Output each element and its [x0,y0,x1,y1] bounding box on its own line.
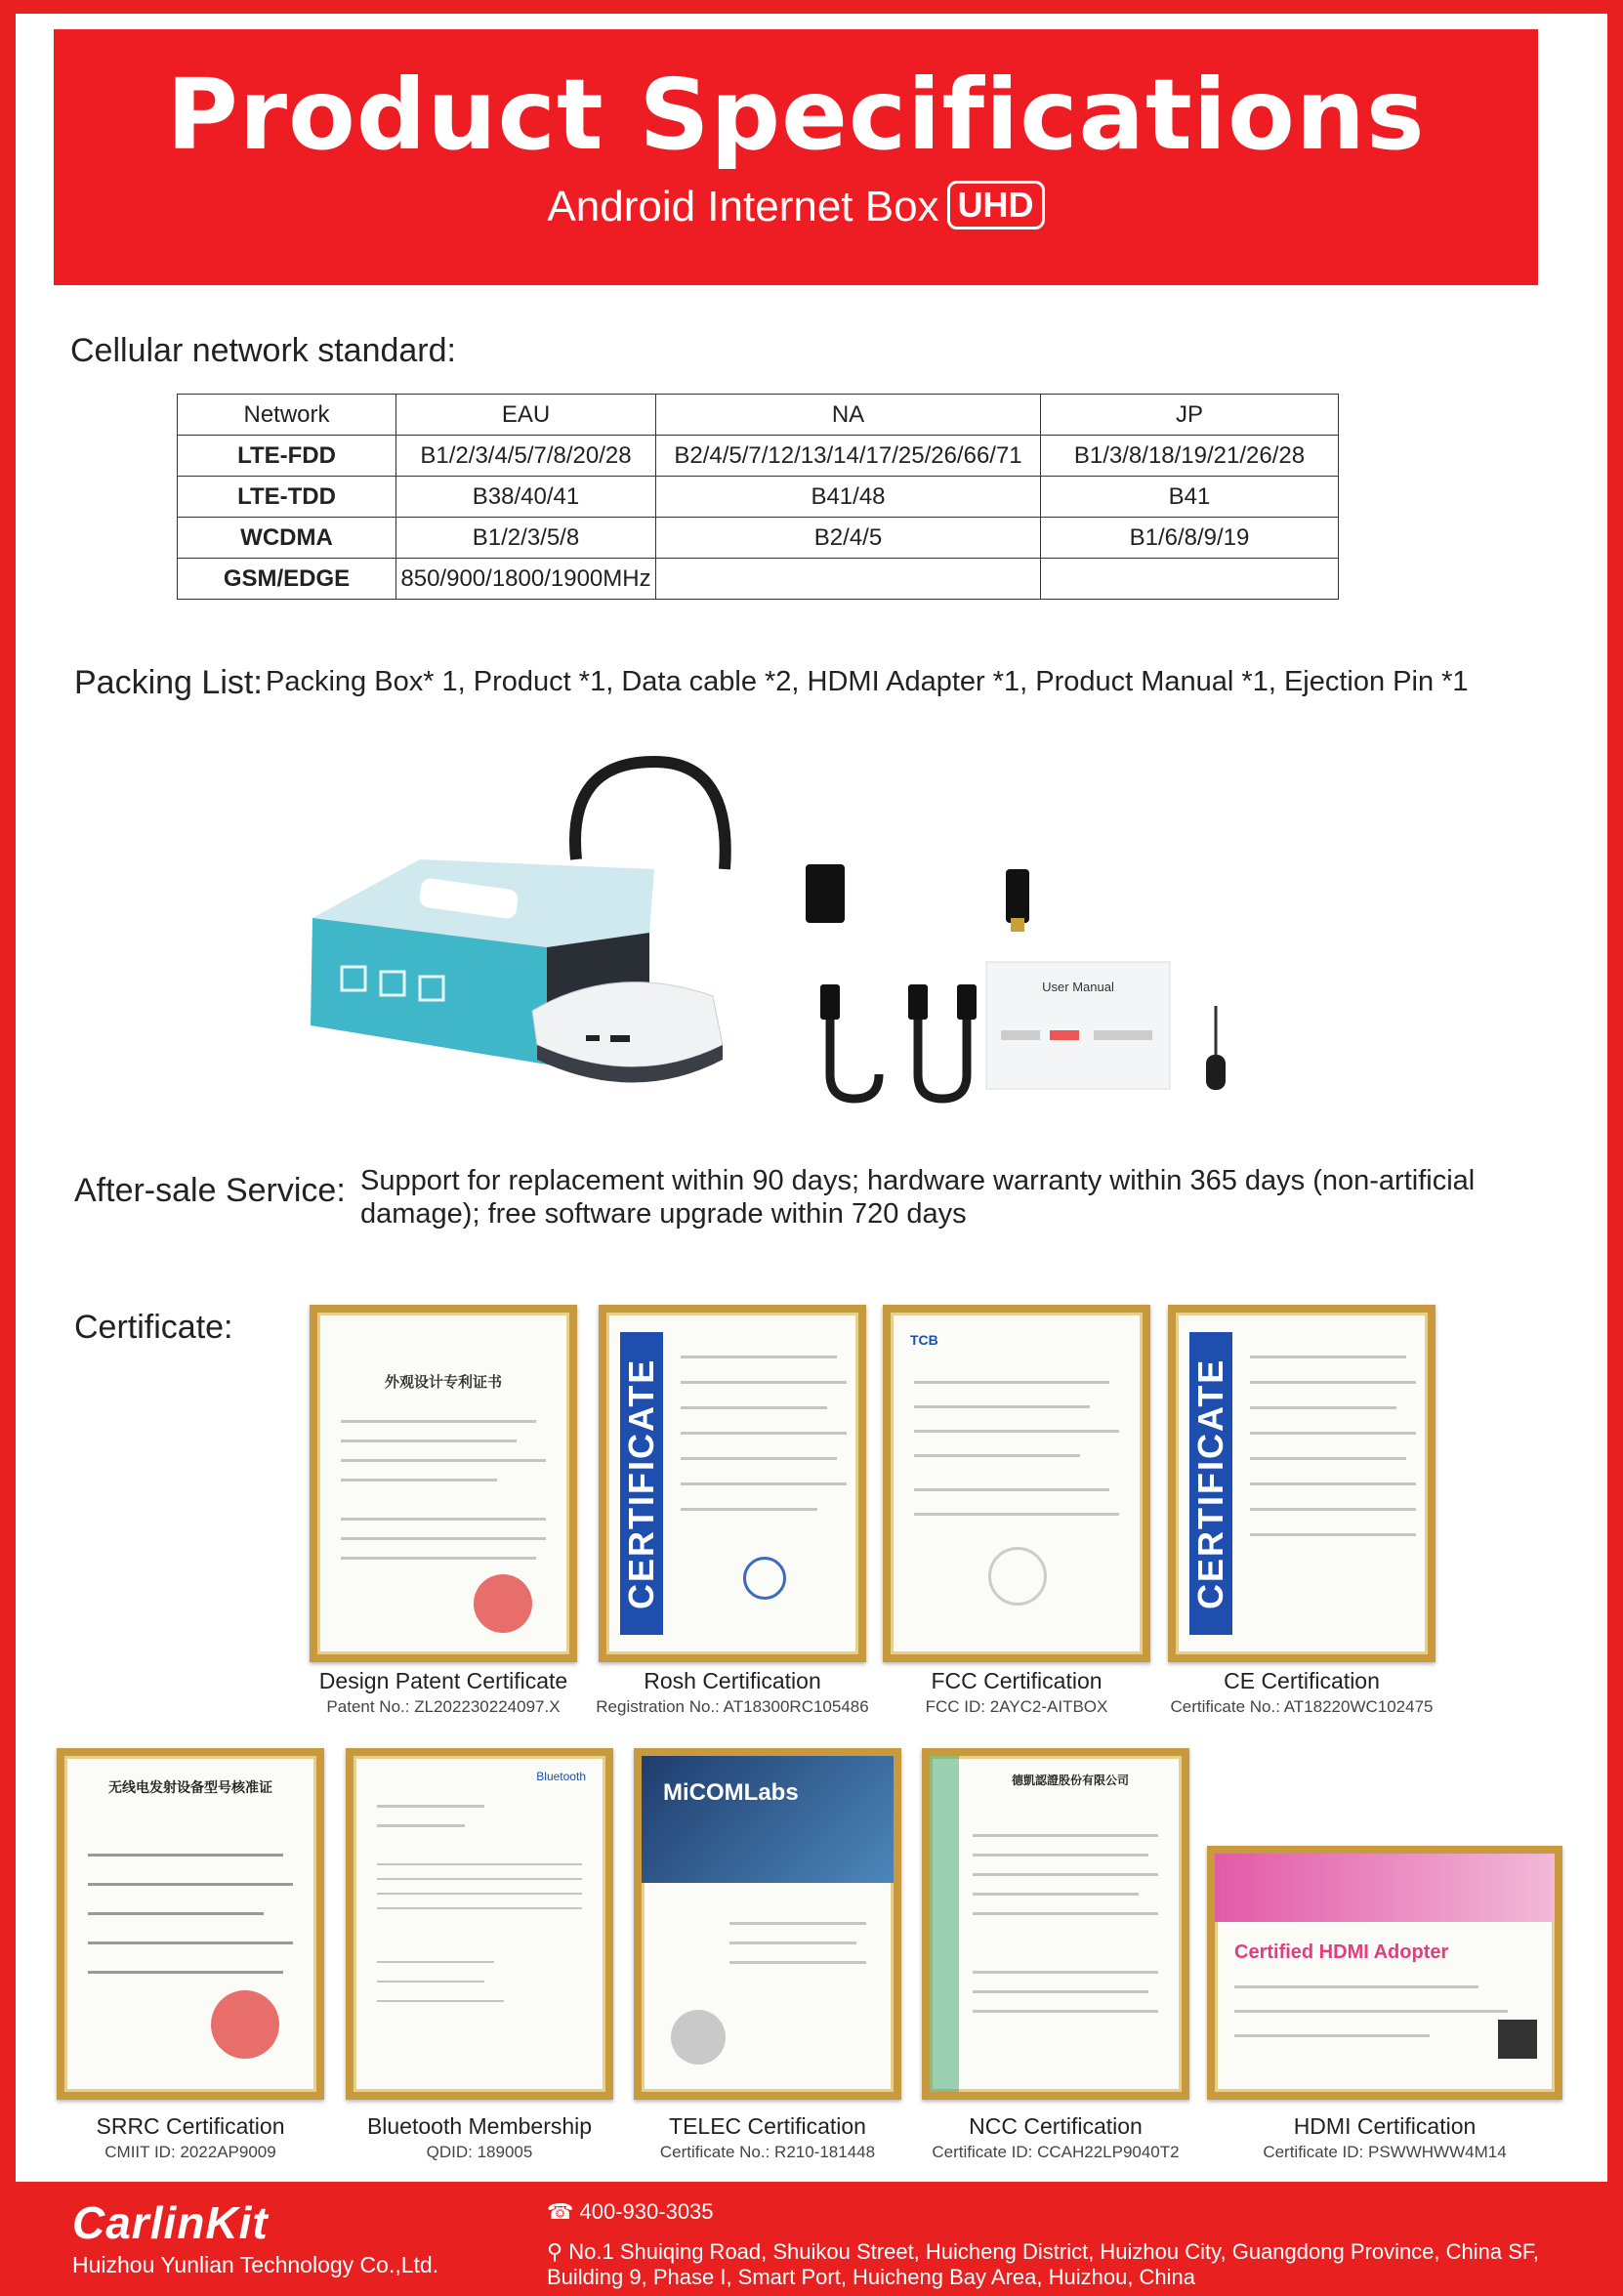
cert-id: Certificate No.: AT18220WC102475 [1170,1697,1434,1716]
packing-text: Packing Box* 1, Product *1, Data cable *2, HDMI Adapter *1, Product Manual *1, Ejection Pin *1 [266,666,1469,697]
table-cell: LTE-FDD [178,436,396,477]
table-cell: B41/48 [656,477,1041,518]
subtitle-text: Android Internet Box [547,183,939,230]
table-header-row [178,395,1339,436]
company-name: Huizhou Yunlian Technology Co.,Ltd. [72,2252,439,2277]
cert-name: Bluetooth Membership [366,2113,593,2139]
service-heading: After-sale Service: [74,1172,346,1209]
page-title: Product Specifications [166,58,1426,172]
table-cell [656,559,1041,600]
cert-id: Certificate ID: PSWWHWW4M14 [1263,2143,1507,2161]
phone-number: 400-930-3035 [579,2199,714,2224]
brand-logo: CarlinKit [72,2197,269,2248]
uhd-badge: UHD [947,181,1045,230]
address-line [547,2239,1582,2290]
phone-line [547,2199,714,2225]
hdmi-connector-female [806,864,845,923]
cert-name: Design Patent Certificate [318,1668,568,1693]
data-cable-image [830,1006,1006,1099]
fcc-certificate-image: TCB [883,1305,1150,1662]
header-na: NA [656,395,1041,436]
cert-id: QDID: 189005 [426,2143,533,2161]
patent-certificate-image: 外观设计专利证书 [310,1305,577,1662]
table-cell: B41 [1041,477,1339,518]
srrc-certificate-image: 无线电发射设备型号核准证 [57,1748,324,2100]
hdmi-connector-male [1006,869,1029,923]
cellular-table [177,394,1339,600]
table-cell: LTE-TDD [178,477,396,518]
hdmi-certificate-image: Certified HDMI Adopter [1207,1846,1562,2100]
ejection-pin-image [1206,1006,1226,1090]
product-illustration [303,752,1279,1143]
ncc-certificate-image: 德凱認證股份有限公司 [922,1748,1189,2100]
header-eau: EAU [396,395,656,436]
table-cell: B1/3/8/18/19/21/26/28 [1041,436,1339,477]
table-cell [1041,559,1339,600]
table-cell: B1/2/3/5/8 [396,518,656,559]
cert-id: FCC ID: 2AYC2-AITBOX [925,1697,1108,1716]
phone-icon: ☎ [547,2199,580,2224]
cert-name: HDMI Certification [1293,2113,1477,2139]
rohs-certificate-image: CERTIFICATE [599,1305,866,1662]
hdmi-adapter-image [575,762,726,869]
bluetooth-certificate-image: Bluetooth [346,1748,613,2100]
cert-id: Certificate No.: R210-181448 [659,2143,876,2161]
cert-name: Rosh Certification [644,1668,821,1693]
cert-name: TELEC Certification [669,2113,866,2139]
header-network: Network [178,395,396,436]
cert-id: Patent No.: ZL202230224097.X [326,1697,561,1716]
cert-name: SRRC Certification [96,2113,285,2139]
page-subtitle [54,178,1538,236]
address-text: No.1 Shuiqing Road, Shuikou Street, Huicheng District, Huizhou City, Guangdong Province, China SF, Building 9, Phase I, Smart Port, Huicheng Bay Area, Huizhou, China [547,2239,1540,2289]
table-cell: 850/900/1800/1900MHz [396,559,656,600]
cert-id: Registration No.: AT18300RC105486 [596,1697,869,1716]
table-cell: B2/4/5 [656,518,1041,559]
table-row [178,559,1339,600]
manual-title: User Manual [1042,980,1114,994]
table-cell: B38/40/41 [396,477,656,518]
table-cell: WCDMA [178,518,396,559]
cert-name: NCC Certification [969,2113,1143,2139]
location-pin-icon: ⚲ [547,2239,569,2264]
table-row [178,436,1339,477]
cert-name: FCC Certification [931,1668,1103,1693]
header-banner [54,29,1538,285]
table-cell: GSM/EDGE [178,559,396,600]
cellular-heading: Cellular network standard: [70,332,456,369]
telec-certificate-image: MiCOMLabs [634,1748,901,2100]
cert-id: Certificate ID: CCAH22LP9040T2 [932,2143,1180,2161]
device-image [532,982,723,1083]
table-row [178,518,1339,559]
ce-certificate-image: CERTIFICATE [1168,1305,1436,1662]
table-cell: B1/6/8/9/19 [1041,518,1339,559]
header-jp: JP [1041,395,1339,436]
cert-name: CE Certification [1224,1668,1380,1693]
service-text: Support for replacement within 90 days; hardware warranty within 365 days (non-artificial damage); free software upgrade within 720 days [360,1165,1476,1230]
cert-id: CMIIT ID: 2022AP9009 [104,2143,276,2161]
table-cell: B2/4/5/7/12/13/14/17/25/26/66/71 [656,436,1041,477]
table-row [178,477,1339,518]
table-cell: B1/2/3/4/5/7/8/20/28 [396,436,656,477]
certificate-heading: Certificate: [74,1309,233,1346]
packing-heading: Packing List: [74,664,263,701]
